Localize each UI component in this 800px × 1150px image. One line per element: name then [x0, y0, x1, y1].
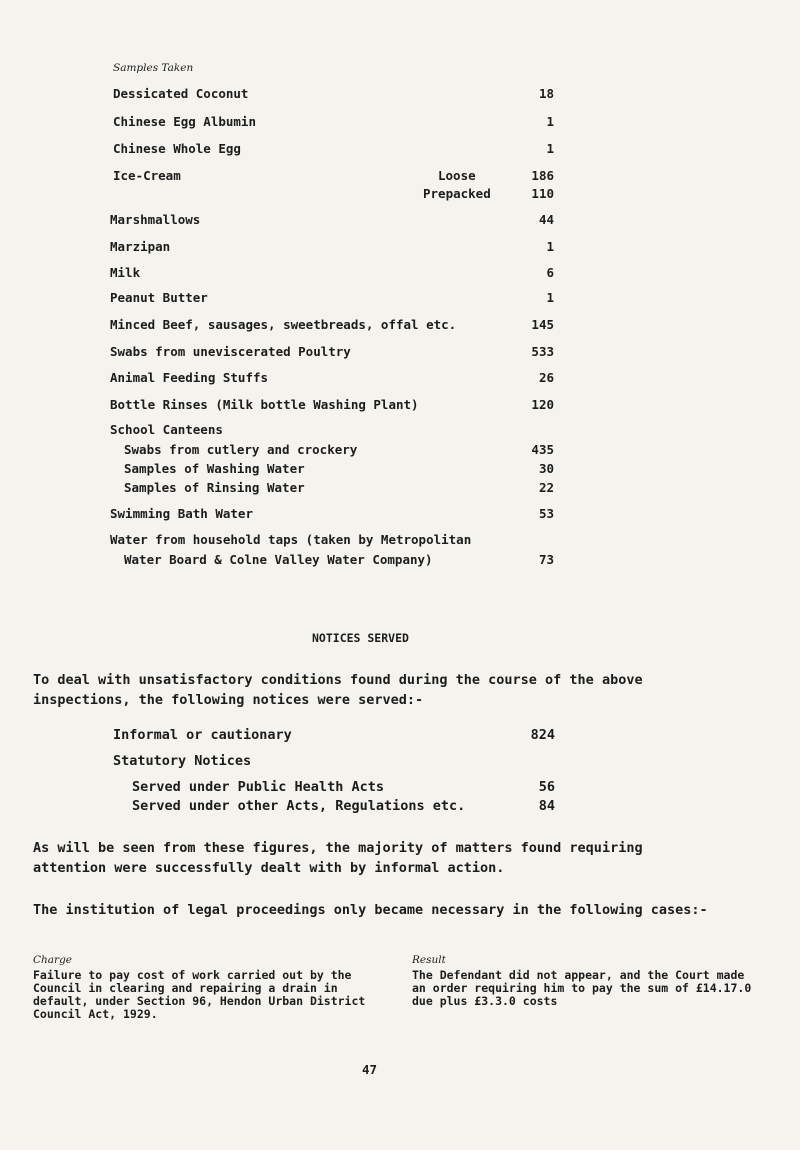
- sample-label: Swabs from cutlery and crockery: [124, 442, 358, 457]
- sample-label: Marzipan: [110, 239, 171, 254]
- page-number: 47: [362, 1062, 378, 1077]
- notice-value: 56: [538, 779, 555, 795]
- sample-value: 120: [531, 397, 554, 412]
- charge-column-header: Charge: [33, 954, 73, 966]
- sample-label: Chinese Egg Albumin: [113, 114, 256, 129]
- sample-value: 1: [546, 239, 554, 254]
- sample-label: Swimming Bath Water: [110, 506, 253, 521]
- result-text: The Defendant did not appear, and the Court made an order requiring him to pay the sum of £14.17.0 due plus £3.3.0 costs: [412, 968, 752, 1008]
- charge-text: Failure to pay cost of work carried out by the Council in clearing and repairing a drain in default, under Section 96, Hendon Urban District Council Act, 1929.: [33, 968, 366, 1021]
- notice-value: 84: [538, 798, 555, 814]
- intro-paragraph: To deal with unsatisfactory conditions found during the course of the above inspections, the following notices were served:-: [33, 672, 643, 708]
- sample-value: 110: [531, 186, 554, 201]
- sample-label: Peanut Butter: [110, 290, 208, 305]
- sample-value: 6: [546, 265, 554, 280]
- sample-label: Samples of Rinsing Water: [124, 480, 305, 495]
- sample-label: Minced Beef, sausages, sweetbreads, offal etc.: [110, 317, 457, 332]
- sample-label: Swabs from uneviscerated Poultry: [110, 344, 351, 359]
- samples-caption: Samples Taken: [113, 62, 194, 74]
- summary-paragraph: As will be seen from these figures, the majority of matters found requiring attention were successfully dealt with by informal action.: [33, 840, 643, 876]
- sample-value: 22: [538, 480, 554, 495]
- sample-label: Samples of Washing Water: [124, 461, 305, 476]
- sample-label: Water Board & Colne Valley Water Company): [124, 552, 433, 567]
- sample-value: 186: [531, 168, 554, 183]
- result-column-header: Result: [412, 954, 446, 966]
- sample-value: 533: [531, 344, 554, 359]
- sample-value: 30: [538, 461, 554, 476]
- sample-value: 18: [538, 86, 554, 101]
- proceedings-paragraph: The institution of legal proceedings only became necessary in the following cases:-: [33, 902, 708, 918]
- sample-value: 145: [531, 317, 554, 332]
- sample-value: 26: [538, 370, 554, 385]
- sample-label: Animal Feeding Stuffs: [110, 370, 269, 385]
- sample-value: 44: [538, 212, 554, 227]
- notice-value: 824: [530, 727, 555, 743]
- notice-label: Served under Public Health Acts: [132, 779, 384, 795]
- notice-label: Informal or cautionary: [113, 727, 292, 743]
- sample-sublabel: Loose: [438, 168, 476, 183]
- sample-label: Milk: [110, 265, 141, 280]
- sample-label: Marshmallows: [110, 212, 201, 227]
- sample-label: Ice-Cream: [113, 168, 181, 183]
- sample-value: 435: [531, 442, 554, 457]
- sample-label: Water from household taps (taken by Metropolitan: [110, 532, 472, 547]
- sample-sublabel: Prepacked: [423, 186, 491, 201]
- sample-label: Dessicated Coconut: [113, 86, 249, 101]
- sample-value: 53: [538, 506, 554, 521]
- sample-label: Bottle Rinses (Milk bottle Washing Plant): [110, 397, 419, 412]
- notice-group-heading: Statutory Notices: [113, 753, 252, 769]
- sample-value: 1: [546, 141, 554, 156]
- sample-value: 1: [546, 114, 554, 129]
- notice-label: Served under other Acts, Regulations etc.: [132, 798, 466, 814]
- section-heading: NOTICES SERVED: [312, 631, 409, 645]
- sample-label: Chinese Whole Egg: [113, 141, 241, 156]
- sample-group-heading: School Canteens: [110, 422, 223, 437]
- sample-value: 1: [546, 290, 554, 305]
- sample-value: 73: [538, 552, 554, 567]
